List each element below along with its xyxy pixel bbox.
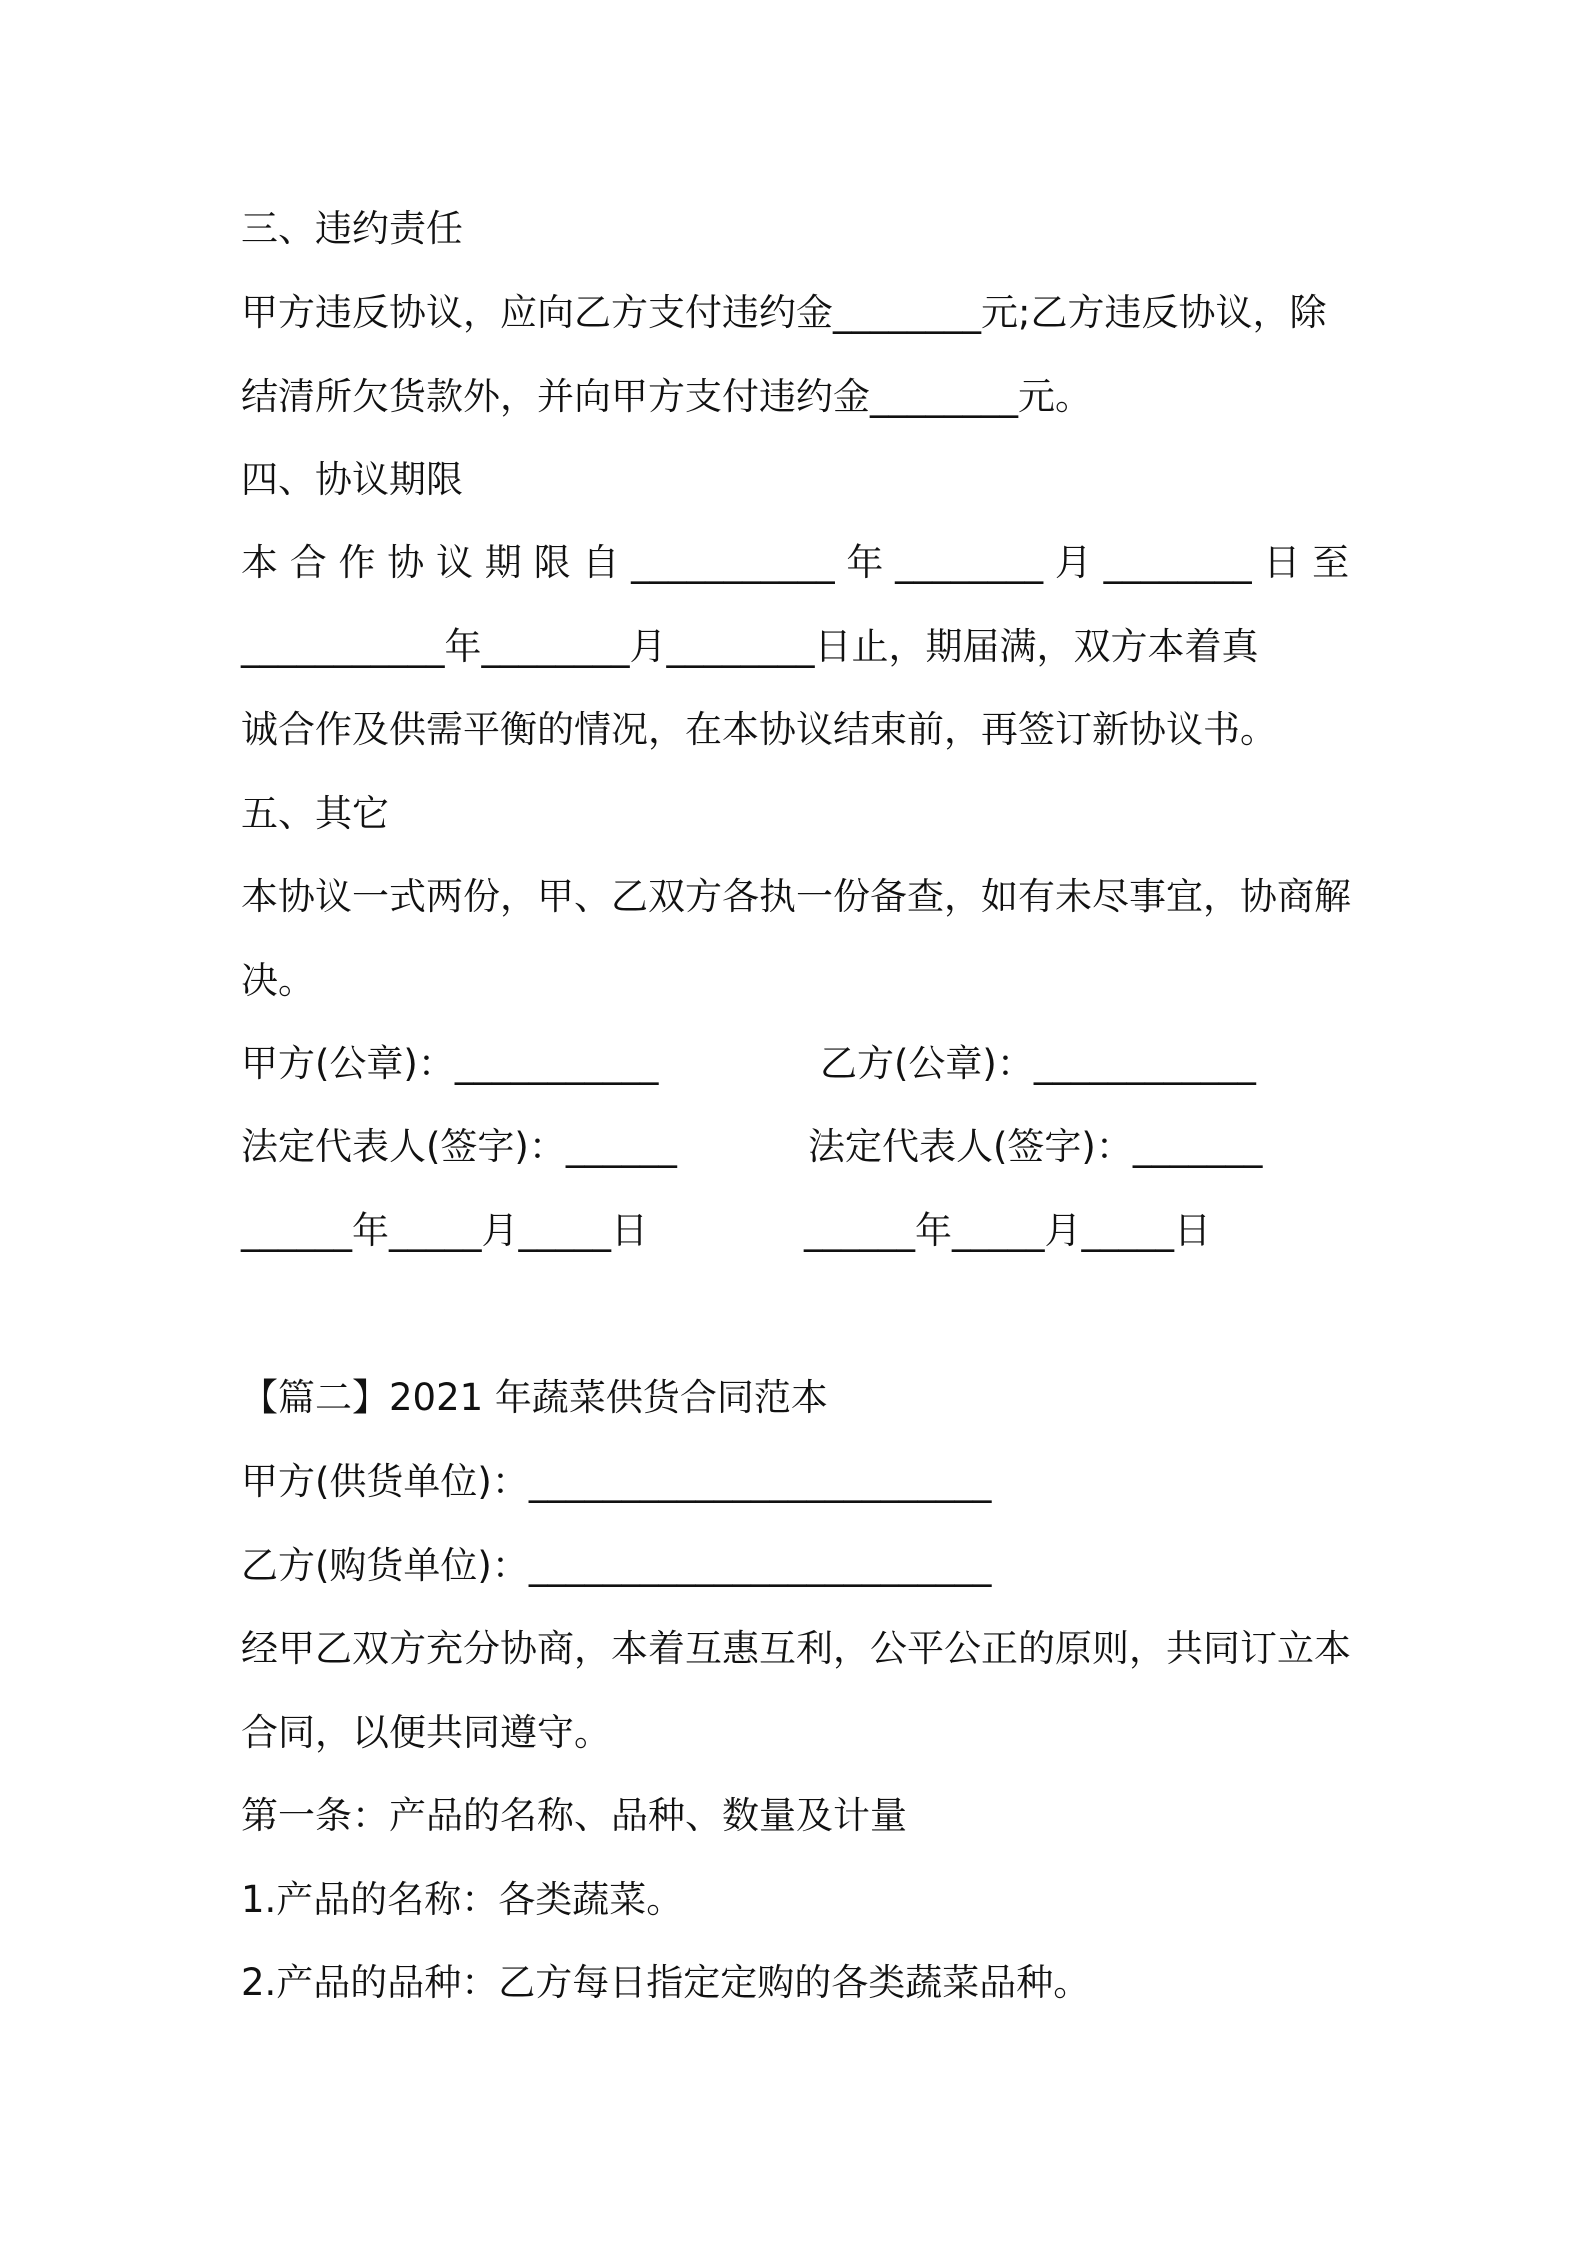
signature-party-b-rep: 法定代表人(签字)：_______ bbox=[808, 1125, 1263, 1168]
signature-party-a-rep: 法定代表人(签字)：______ bbox=[241, 1125, 677, 1168]
signature-party-b-seal: 乙方(公章)：____________ bbox=[820, 1042, 1256, 1085]
paragraph-line: 诚合作及供需平衡的情况，在本协议结束前，再签订新协议书。 bbox=[241, 708, 1277, 751]
paragraph-line: 本协议一式两份，甲、乙双方各执一份备查，如有未尽事宜，协商解 bbox=[241, 875, 1351, 918]
section-heading-term: 四、协议期限 bbox=[241, 458, 463, 501]
paragraph-line: 合同，以便共同遵守。 bbox=[241, 1711, 611, 1754]
paragraph-line: 本 合 作 协 议 期 限 自 ___________ 年 ________ 月 ________ 日 至 bbox=[241, 541, 1350, 584]
part2-party-b: 乙方(购货单位)：_________________________ bbox=[241, 1544, 992, 1587]
paragraph-line: 经甲乙双方充分协商，本着互惠互利，公平公正的原则，共同订立本 bbox=[241, 1627, 1351, 1670]
section-heading-other: 五、其它 bbox=[241, 792, 389, 835]
signature-party-b-date: ______年_____月_____日 bbox=[804, 1209, 1211, 1252]
signature-party-a-seal: 甲方(公章)：___________ bbox=[241, 1042, 659, 1085]
list-item: 2.产品的品种：乙方每日指定定购的各类蔬菜品种。 bbox=[241, 1961, 1091, 2004]
paragraph-line: 结清所欠货款外，并向甲方支付违约金________元。 bbox=[241, 375, 1092, 418]
list-item: 1.产品的名称：各类蔬菜。 bbox=[241, 1878, 684, 1921]
paragraph-line: ___________年________月________日止，期届满，双方本着真 bbox=[241, 625, 1259, 668]
signature-party-a-date: ______年_____月_____日 bbox=[241, 1209, 648, 1252]
paragraph-line: 决。 bbox=[241, 959, 315, 1002]
part2-title: 【篇二】2021 年蔬菜供货合同范本 bbox=[241, 1376, 828, 1419]
part2-party-a: 甲方(供货单位)：_________________________ bbox=[241, 1460, 992, 1503]
article-heading: 第一条：产品的名称、品种、数量及计量 bbox=[241, 1794, 907, 1837]
section-heading-breach: 三、违约责任 bbox=[241, 207, 463, 250]
paragraph-line: 甲方违反协议，应向乙方支付违约金________元;乙方违反协议，除 bbox=[241, 291, 1327, 334]
